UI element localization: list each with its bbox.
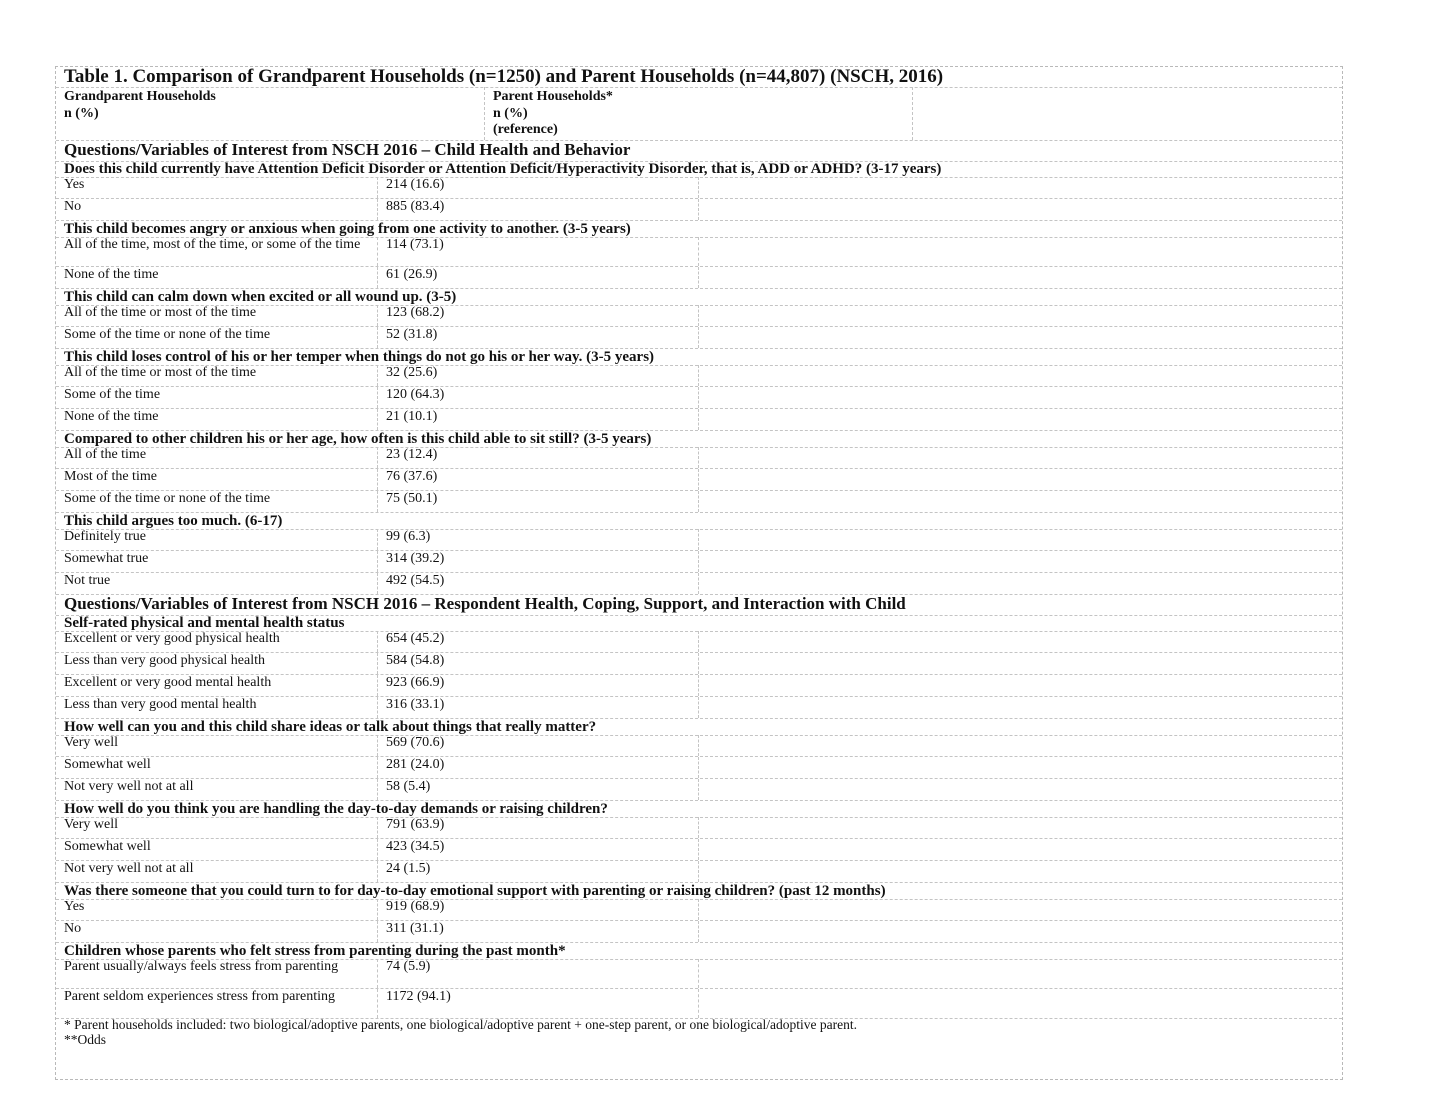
row-label: No — [64, 199, 82, 214]
column-divider — [698, 779, 699, 800]
header-parent — [493, 89, 613, 139]
column-divider — [698, 757, 699, 778]
row-label: Somewhat true — [64, 551, 149, 566]
table-row — [56, 757, 1342, 779]
column-divider — [698, 959, 699, 988]
table-row — [56, 959, 1342, 989]
grandparent-value: 75 (50.1) — [386, 491, 438, 506]
table-row — [56, 447, 1342, 469]
table-row — [56, 653, 1342, 675]
table-row — [56, 989, 1342, 1019]
column-divider — [698, 469, 699, 490]
column-divider — [377, 237, 378, 266]
grandparent-value: 423 (34.5) — [386, 839, 445, 854]
column-divider — [698, 267, 699, 288]
column-divider — [377, 409, 378, 430]
grandparent-value: 281 (24.0) — [386, 757, 445, 772]
table-row — [56, 305, 1342, 327]
grandparent-value: 58 (5.4) — [386, 779, 431, 794]
table-document — [55, 66, 1343, 1080]
row-label: Less than very good mental health — [64, 697, 257, 712]
column-divider — [377, 989, 378, 1018]
table-row — [56, 631, 1342, 653]
row-label: Some of the time — [64, 387, 161, 402]
column-divider — [377, 267, 378, 288]
column-divider — [698, 899, 699, 920]
question-heading: Does this child currently have Attention Deficit Disorder or Attention Deficit/Hyperactivity Disorder, that is, ADD or ADHD? (3-17 years) — [64, 161, 942, 177]
grandparent-value: 114 (73.1) — [386, 237, 444, 252]
row-label: Not true — [64, 573, 111, 588]
row-label: Very well — [64, 817, 119, 832]
table-row — [56, 697, 1342, 719]
table-row — [56, 491, 1342, 513]
table-row — [56, 237, 1342, 267]
row-label: None of the time — [64, 409, 159, 424]
grandparent-value: 311 (31.1) — [386, 921, 444, 936]
column-divider — [698, 675, 699, 696]
section-title: Questions/Variables of Interest from NSCH 2016 – Child Health and Behavior — [64, 140, 631, 159]
grandparent-value: 120 (64.3) — [386, 387, 445, 402]
column-divider — [698, 491, 699, 512]
column-divider — [377, 653, 378, 674]
column-divider — [698, 305, 699, 326]
column-divider — [377, 861, 378, 882]
question-heading: Children whose parents who felt stress from parenting during the past month* — [64, 943, 566, 959]
grandparent-value: 885 (83.4) — [386, 199, 445, 214]
grandparent-value: 569 (70.6) — [386, 735, 445, 750]
grandparent-value: 492 (54.5) — [386, 573, 445, 588]
row-label: Excellent or very good mental health — [64, 675, 272, 690]
footnote: * Parent households included: two biological/adoptive parents, one biological/adoptive parent + one-step parent, or one biological/adoptive parent. — [64, 1017, 858, 1032]
column-divider — [698, 409, 699, 430]
question-heading: This child argues too much. (6-17) — [64, 513, 283, 529]
grandparent-value: 923 (66.9) — [386, 675, 445, 690]
grandparent-value: 74 (5.9) — [386, 959, 431, 974]
column-divider — [698, 365, 699, 386]
row-label: None of the time — [64, 267, 159, 282]
column-divider — [377, 839, 378, 860]
question-heading: How well can you and this child share ideas or talk about things that really matter? — [64, 719, 597, 735]
column-divider — [377, 365, 378, 386]
column-divider — [698, 237, 699, 266]
table-row — [56, 817, 1342, 839]
row-label: Some of the time or none of the time — [64, 327, 271, 342]
column-divider — [698, 697, 699, 718]
table-row — [56, 199, 1342, 221]
table-row — [56, 409, 1342, 431]
column-divider — [698, 653, 699, 674]
column-divider — [698, 573, 699, 594]
column-divider — [377, 697, 378, 718]
column-divider — [377, 899, 378, 920]
row-label: Yes — [64, 177, 85, 192]
column-divider — [698, 989, 699, 1018]
table-row — [56, 267, 1342, 289]
row-label: All of the time or most of the time — [64, 305, 257, 320]
header-parent-line: n (%) — [493, 105, 528, 121]
row-label: Somewhat well — [64, 757, 151, 772]
column-divider — [377, 817, 378, 838]
grandparent-value: 76 (37.6) — [386, 469, 438, 484]
column-divider — [698, 735, 699, 756]
table-row — [56, 529, 1342, 551]
column-divider — [377, 529, 378, 550]
table-row — [56, 861, 1342, 883]
column-divider — [377, 447, 378, 468]
column-divider — [698, 199, 699, 220]
grandparent-value: 24 (1.5) — [386, 861, 431, 876]
grandparent-value: 314 (39.2) — [386, 551, 445, 566]
row-label: Not very well not at all — [64, 861, 194, 876]
column-divider — [698, 447, 699, 468]
column-divider — [377, 491, 378, 512]
column-divider — [377, 551, 378, 572]
grandparent-value: 584 (54.8) — [386, 653, 445, 668]
column-divider — [698, 551, 699, 572]
grandparent-value: 99 (6.3) — [386, 529, 431, 544]
row-label: Not very well not at all — [64, 779, 194, 794]
table-row — [56, 469, 1342, 491]
row-label: Excellent or very good physical health — [64, 631, 280, 646]
question-heading: Was there someone that you could turn to for day-to-day emotional support with parenting or raising children? (past 12 months) — [64, 883, 886, 899]
row-label: Less than very good physical health — [64, 653, 266, 668]
grandparent-value: 52 (31.8) — [386, 327, 438, 342]
column-divider — [698, 839, 699, 860]
row-label: Parent seldom experiences stress from parenting — [64, 989, 335, 1004]
table-row — [56, 735, 1342, 757]
column-divider — [698, 921, 699, 942]
column-divider — [377, 921, 378, 942]
table-row — [56, 327, 1342, 349]
table-row — [56, 573, 1342, 595]
table-title: Table 1. Comparison of Grandparent Households (n=1250) and Parent Households (n=44,807) (NSCH, 2016) — [64, 66, 944, 87]
column-divider — [377, 757, 378, 778]
question-heading: This child becomes angry or anxious when going from one activity to another. (3-5 years) — [64, 221, 631, 237]
row-label: Some of the time or none of the time — [64, 491, 271, 506]
row-label: All of the time or most of the time — [64, 365, 257, 380]
footnotes — [64, 1017, 857, 1047]
column-divider — [377, 735, 378, 756]
header-grandparent-line: Grandparent Households — [64, 89, 216, 104]
table-row — [56, 839, 1342, 861]
grandparent-value: 919 (68.9) — [386, 899, 445, 914]
grandparent-value: 123 (68.2) — [386, 305, 445, 320]
grandparent-value: 791 (63.9) — [386, 817, 445, 832]
row-label: Somewhat well — [64, 839, 151, 854]
question-heading: This child loses control of his or her temper when things do not go his or her way. (3-5 years) — [64, 349, 655, 365]
grandparent-value: 214 (16.6) — [386, 177, 445, 192]
row-label: Parent usually/always feels stress from parenting — [64, 959, 339, 974]
row-label: Very well — [64, 735, 119, 750]
header-parent-line: Parent Households* — [493, 89, 613, 104]
column-divider — [377, 305, 378, 326]
grandparent-value: 316 (33.1) — [386, 697, 445, 712]
grandparent-value: 654 (45.2) — [386, 631, 445, 646]
footnote: **Odds — [64, 1032, 107, 1047]
row-label: No — [64, 921, 82, 936]
column-divider — [377, 327, 378, 348]
grandparent-value: 21 (10.1) — [386, 409, 438, 424]
row-label: All of the time — [64, 447, 147, 462]
table-row — [56, 899, 1342, 921]
column-divider — [698, 631, 699, 652]
column-divider — [377, 469, 378, 490]
column-divider — [377, 779, 378, 800]
column-divider — [377, 199, 378, 220]
question-heading: Compared to other children his or her age, how often is this child able to sit still? (3-5 years) — [64, 431, 652, 447]
column-divider — [377, 631, 378, 652]
row-label: Yes — [64, 899, 85, 914]
table-row — [56, 921, 1342, 943]
column-divider — [377, 959, 378, 988]
section-title: Questions/Variables of Interest from NSCH 2016 – Respondent Health, Coping, Support, and Interaction with Child — [64, 594, 906, 613]
column-divider — [698, 327, 699, 348]
question-heading: This child can calm down when excited or all wound up. (3-5) — [64, 289, 457, 305]
grandparent-value: 23 (12.4) — [386, 447, 438, 462]
column-divider — [377, 573, 378, 594]
column-divider — [698, 817, 699, 838]
column-divider — [377, 177, 378, 198]
column-divider — [698, 529, 699, 550]
table-header — [56, 87, 1342, 141]
column-divider — [377, 675, 378, 696]
grandparent-value: 32 (25.6) — [386, 365, 438, 380]
header-grandparent-line: n (%) — [64, 105, 99, 121]
header-divider — [484, 87, 485, 140]
question-heading: How well do you think you are handling the day-to-day demands or raising children? — [64, 801, 608, 817]
column-divider — [377, 387, 378, 408]
header-divider — [912, 87, 913, 140]
header-grandparent — [64, 89, 216, 122]
column-divider — [698, 861, 699, 882]
table-row — [56, 387, 1342, 409]
question-heading: Self-rated physical and mental health status — [64, 615, 345, 631]
row-label: Definitely true — [64, 529, 147, 544]
table-row — [56, 551, 1342, 573]
column-divider — [698, 387, 699, 408]
row-label: All of the time, most of the time, or some of the time — [64, 237, 361, 252]
header-parent-line: (reference) — [493, 122, 558, 137]
grandparent-value: 1172 (94.1) — [386, 989, 451, 1004]
table-row — [56, 779, 1342, 801]
table-row — [56, 675, 1342, 697]
row-label: Most of the time — [64, 469, 157, 484]
column-divider — [698, 177, 699, 198]
table-row — [56, 177, 1342, 199]
grandparent-value: 61 (26.9) — [386, 267, 438, 282]
table-row — [56, 365, 1342, 387]
